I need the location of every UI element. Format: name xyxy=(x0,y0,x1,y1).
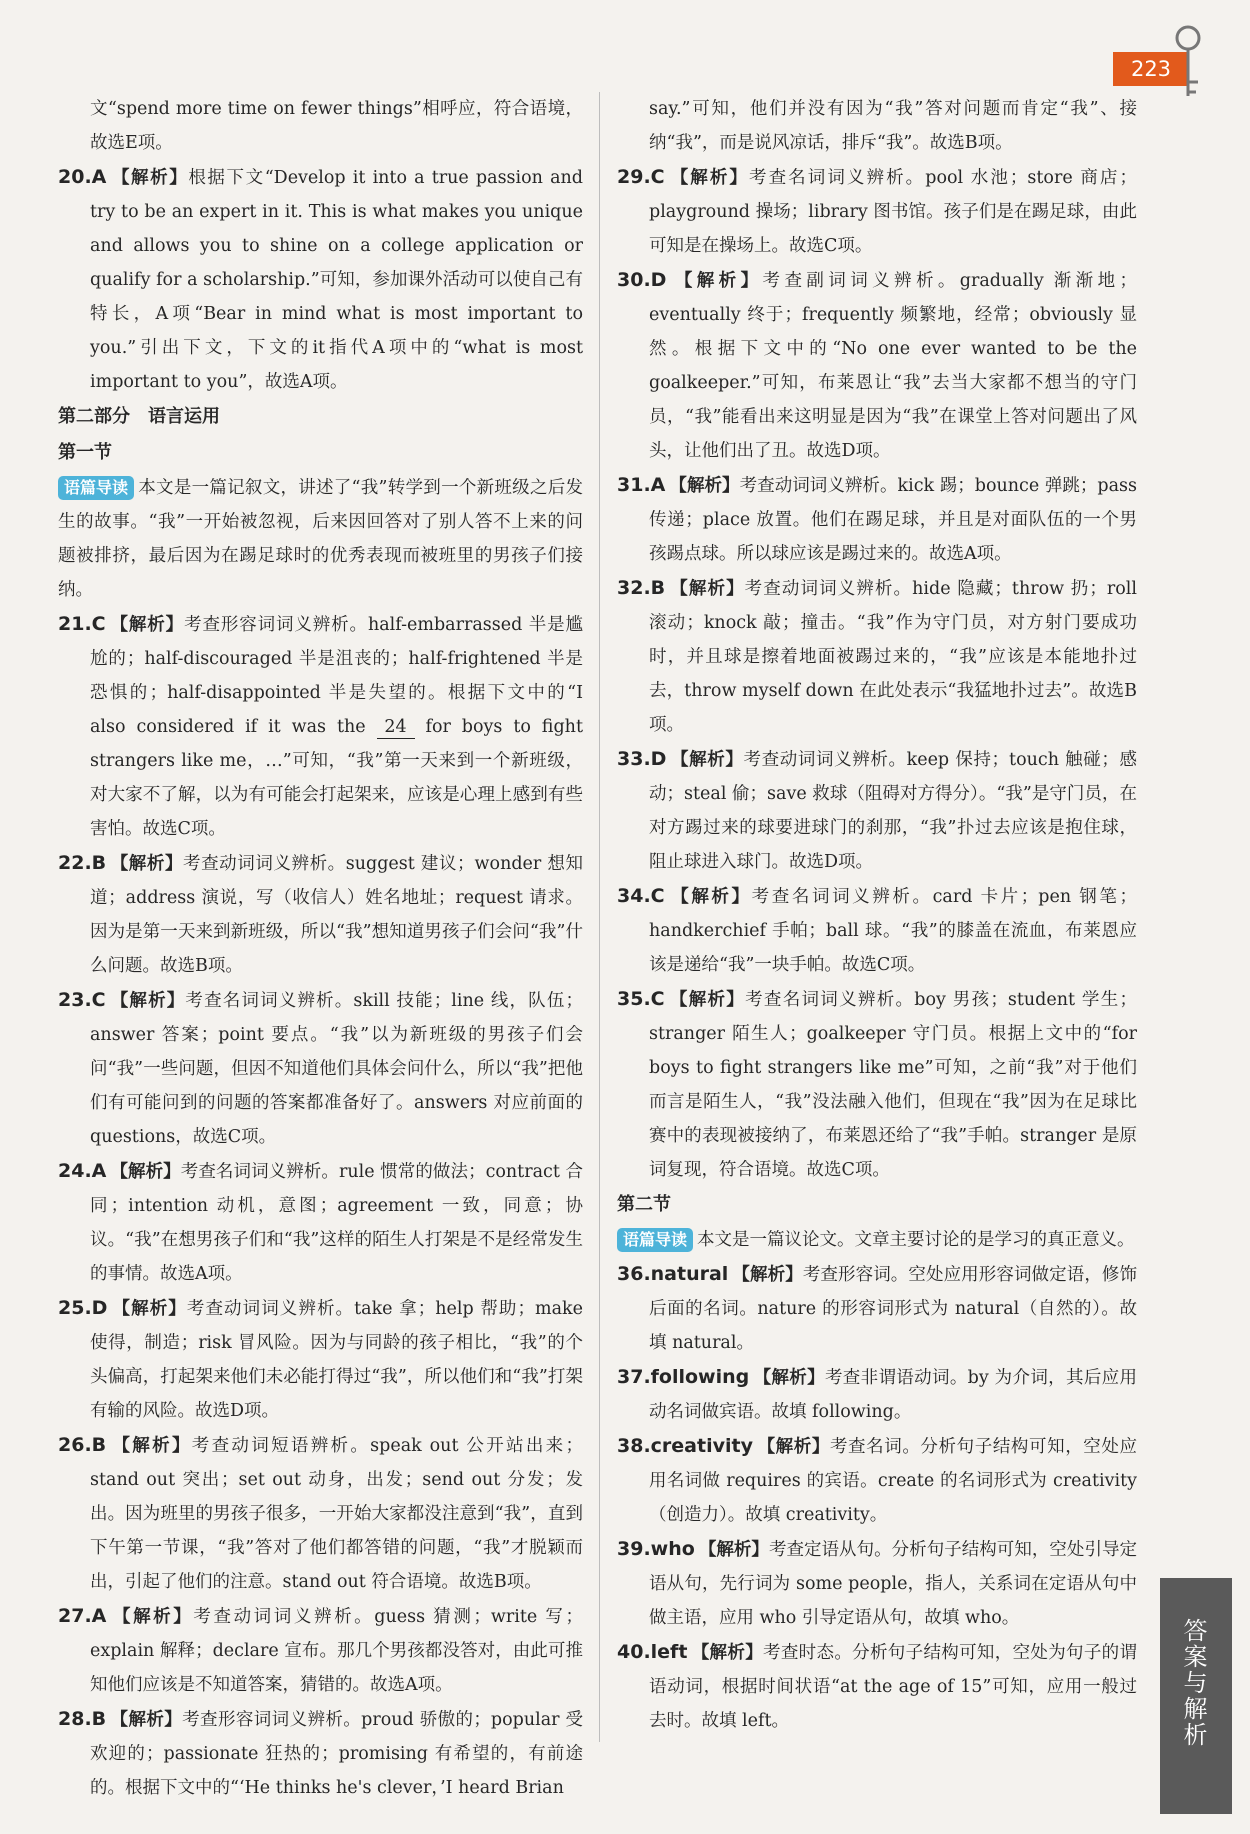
answer-item xyxy=(58,1428,583,1599)
answer-item xyxy=(58,1154,583,1291)
answer-item xyxy=(617,742,1137,879)
answer-item xyxy=(58,983,583,1154)
answer-number: 21.C xyxy=(58,613,106,635)
right-column xyxy=(617,92,1137,1738)
analysis-tag: 【解析】 xyxy=(110,168,189,188)
answer-list xyxy=(58,846,583,1805)
answer-list xyxy=(617,160,1137,1187)
analysis-tag: 【解析】 xyxy=(109,991,186,1011)
answer-text: 根据下文“Develop it into a true passion and try to be an expert in it. This is what makes you unique and allows you to shine on a college application or qualify for a scholarship.”可知，参加课外活动可以使自己有特长，A项“Bear in mind what is most important to you.”引出下文，下文的it指代A项中的“what is most important to you”，故选A项。 xyxy=(90,168,583,392)
answer-text: 考查动词词义辨析。take 拿；help 帮助；make 使得，制造；risk 冒风险。因为与同龄的孩子相比，“我”的个头偏高，打起架来他们未必能打得过“我”，所以他们和“我”打架有输的风险。故选D项。 xyxy=(90,1299,583,1421)
answer-number: 40.left xyxy=(617,1641,688,1663)
answer-text: 考查名词词义辨析。skill 技能；line 线，队伍；answer 答案；point 要点。“我”以为新班级的男孩子们会问“我”一些问题，但因不知道他们具体会问什么，所以“我”把他们有可能问到的问题的答案都准备好了。answers 对应前面的 questions，故选C项。 xyxy=(90,991,583,1147)
answer-number: 29.C xyxy=(617,166,665,188)
answer-number: 24.A xyxy=(58,1160,107,1182)
answer-text: 考查动词词义辨析。kick 踢；bounce 弹跳；pass 传递；place 放置。他们在踢足球，并且是对面队伍的一个男孩踢点球。所以球应该是踢过来的。故选A项。 xyxy=(649,476,1138,564)
answer-number: 33.D xyxy=(617,748,667,770)
answer-number: 34.C xyxy=(617,885,665,907)
column-divider xyxy=(599,92,600,1742)
analysis-tag: 【解析】 xyxy=(691,1643,764,1663)
part-title: 第二部分 语言运用 xyxy=(58,406,220,427)
answer-item xyxy=(617,263,1137,468)
answer-number: 28.B xyxy=(58,1708,107,1730)
analysis-tag: 【解析】 xyxy=(670,750,744,770)
answer-text: 考查时态。分析句子结构可知，空处为句子的谓语动词，根据时间状语“at the age of 15”可知，应用一般过去时。故填 left。 xyxy=(649,1643,1138,1731)
answer-item xyxy=(617,879,1137,982)
passage-intro xyxy=(58,471,583,607)
answer-text: 考查形容词。空处应用形容词做定语，修饰后面的名词。nature 的形容词形式为 natural（自然的）。故填 natural。 xyxy=(649,1265,1138,1353)
answer-text: 考查动词短语辨析。speak out 公开站出来；stand out 突出；set out 动身，出发；send out 分发；发出。因为班里的男孩子很多，一开始大家都没注意到“我”，直到下午第一节课，“我”答对了他们都答错的问题，“我”才脱颖而出，引起了他们的注意。stand out 符合语境。故选B项。 xyxy=(90,1436,583,1592)
answer-list xyxy=(58,160,583,399)
answer-text: 考查副词词义辨析。gradually 渐渐地；eventually 终于；frequently 频繁地，经常；obviously 显然。根据下文中的“No one ever wanted to be the goalkeeper.”可知，布莱恩让“我”去当大家都不想当的守门员，“我”能看出来这明显是因为“我”在课堂上答对问题出了风头，让他们出了丑。故选D项。 xyxy=(649,271,1137,461)
answer-item xyxy=(617,1532,1137,1635)
analysis-tag: 【解析】 xyxy=(669,476,740,496)
continued-text: say.”可知，他们并没有因为“我”答对问题而肯定“我”、接纳“我”，而是说风凉话，排斥“我”。故选B项。 xyxy=(649,99,1137,153)
answer-text: 考查名词词义辨析。card 卡片；pen 钢笔；handkerchief 手帕；ball 球。“我”的膝盖在流血，布莱恩应该是递给“我”一块手帕。故选C项。 xyxy=(649,887,1137,975)
answer-item xyxy=(617,1635,1137,1738)
answer-text: 考查非谓语动词。by 为介词，其后应用动名词做宾语。故填 following。 xyxy=(649,1368,1138,1422)
analysis-tag: 【解析】 xyxy=(668,990,746,1010)
answer-text: 考查动词词义辨析。guess 猜测；write 写；explain 解释；declare 宣布。那几个男孩都没答对，由此可推知他们应该是不知道答案，猜错的。故选A项。 xyxy=(90,1607,584,1695)
answer-item xyxy=(617,982,1137,1187)
answer-text: 考查形容词词义辨析。proud 骄傲的；popular 受欢迎的；passionate 狂热的；promising 有希望的，有前途的。根据下文中的“‘He thinks he's clever，’I heard Brian xyxy=(90,1710,583,1798)
answer-text: 考查动词词义辨析。keep 保持；touch 触碰；感动；steal 偷；save 救球（阻碍对方得分）。“我”是守门员，在对方踢过来的球要进球门的刹那，“我”扑过去应该是抱住球，阻止球进入球门。故选D项。 xyxy=(649,750,1138,872)
answer-number: 38.creativity xyxy=(617,1435,753,1457)
answer-item xyxy=(617,160,1137,263)
intro-badge: 语篇导读 xyxy=(617,1228,693,1252)
analysis-tag: 【解析】 xyxy=(732,1265,803,1285)
answer-item xyxy=(58,607,583,846)
answer-number: 20.A xyxy=(58,166,107,188)
answer-number: 37.following xyxy=(617,1366,750,1388)
answer-text: for boys to fight strangers like me，…”可知，“我”第一天来到一个新班级，对大家不了解，以为有可能会打起架来，应该是心理上感到有些害怕。故选C项。 xyxy=(90,717,583,839)
answer-number: 32.B xyxy=(617,577,666,599)
answer-number: 30.D xyxy=(617,269,667,291)
answer-item xyxy=(617,1360,1137,1429)
answer-number: 22.B xyxy=(58,852,107,874)
blank-number: 24 xyxy=(377,716,415,739)
answer-text: 考查名词词义辨析。pool 水池；store 商店；playground 操场；library 图书馆。孩子们是在踢足球，由此可知是在操场上。故选C项。 xyxy=(649,168,1137,256)
answer-item xyxy=(58,1702,583,1805)
answer-text: 考查动词词义辨析。hide 隐藏；throw 扔；roll 滚动；knock 敲；撞击。“我”作为守门员，对方射门要成功时，并且球是擦着地面被踢过来的，“我”应该是本能地扑过去，throw myself down 在此处表示“我猛地扑过去”。故选B项。 xyxy=(649,579,1137,735)
analysis-tag: 【解析】 xyxy=(669,579,745,599)
analysis-tag: 【解析】 xyxy=(110,1710,183,1730)
answer-number: 39.who xyxy=(617,1538,695,1560)
answer-number: 23.C xyxy=(58,989,106,1011)
intro-badge: 语篇导读 xyxy=(58,476,134,500)
answer-list xyxy=(617,1257,1137,1738)
answer-number: 26.B xyxy=(58,1434,107,1456)
analysis-tag: 【解析】 xyxy=(668,168,750,188)
analysis-tag: 【解析】 xyxy=(110,1436,192,1456)
answer-number: 36.natural xyxy=(617,1263,729,1285)
analysis-tag: 【解析】 xyxy=(668,887,752,907)
answer-text: 考查名词词义辨析。rule 惯常的做法；contract 合同；intention 动机，意图；agreement 一致，同意；协议。“我”在想男孩子们和“我”这样的陌生人打架是不是经常发生的事情。故选A项。 xyxy=(90,1162,583,1284)
section-title: 第二节 xyxy=(617,1194,671,1215)
answer-text: 考查形容词词义辨析。half-embarrassed 半是尴尬的；half-discouraged 半是沮丧的；half-frightened 半是恐惧的；half-disappointed 半是失望的。根据下文中的“I also considered if it was the xyxy=(90,615,584,737)
answer-item xyxy=(617,571,1137,742)
answer-item xyxy=(58,846,583,983)
analysis-tag: 【解析】 xyxy=(670,271,763,291)
answer-text: 考查名词。分析句子结构可知，空处应用名词做 requires 的宾语。create 的名词形式为 creativity（创造力）。故填 creativity。 xyxy=(649,1437,1137,1525)
answer-number: 25.D xyxy=(58,1297,108,1319)
passage-intro xyxy=(617,1223,1137,1257)
answer-text: 考查定语从句。分析句子结构可知，空处引导定语从句，先行词为 some people，指人，关系词在定语从句中做主语，应用 who 引导定语从句，故填 who。 xyxy=(649,1540,1137,1628)
analysis-tag: 【解析】 xyxy=(111,1299,187,1319)
answer-number: 35.C xyxy=(617,988,665,1010)
answer-item xyxy=(617,1257,1137,1360)
answer-item xyxy=(617,1429,1137,1532)
side-tab-label: 答案与解析 xyxy=(1179,1618,1207,1748)
side-tab xyxy=(1160,1578,1232,1814)
left-column xyxy=(58,92,583,1805)
section-title: 第一节 xyxy=(58,442,112,463)
analysis-tag: 【解析】 xyxy=(110,1607,194,1627)
analysis-tag: 【解析】 xyxy=(110,1162,181,1182)
answer-number: 31.A xyxy=(617,474,666,496)
answer-item xyxy=(617,468,1137,571)
intro-text: 本文是一篇议论文。文章主要讨论的是学习的真正意义。 xyxy=(697,1230,1135,1250)
analysis-tag: 【解析】 xyxy=(753,1368,825,1388)
continued-text: 文“spend more time on fewer things”相呼应，符合语境，故选E项。 xyxy=(90,99,583,153)
key-icon xyxy=(1168,24,1208,104)
answer-item xyxy=(58,1599,583,1702)
intro-text: 本文是一篇记叙文，讲述了“我”转学到一个新班级之后发生的故事。“我”一开始被忽视，后来因回答对了别人答不上来的问题被排挤，最后因为在踢足球时的优秀表现而被班里的男孩子们接纳。 xyxy=(58,478,583,600)
answer-text: 考查动词词义辨析。suggest 建议；wonder 想知道；address 演说，写（收信人）姓名地址；request 请求。因为是第一天来到新班级，所以“我”想知道男孩子们会问“我”什么问题。故选B项。 xyxy=(90,854,583,976)
page-number: 223 xyxy=(1113,52,1189,86)
analysis-tag: 【解析】 xyxy=(756,1437,830,1457)
analysis-tag: 【解析】 xyxy=(698,1540,769,1560)
answer-item xyxy=(58,160,583,399)
answer-text: 考查名词词义辨析。boy 男孩；student 学生；stranger 陌生人；goalkeeper 守门员。根据上文中的“for boys to fight strangers like me”可知，之前“我”对于他们而言是陌生人，“我”没法融入他们，但现在“我”因为在足球比赛中的表现被接纳了，布莱恩还给了“我”手帕。stranger 是原词复现，符合语境。故选C项。 xyxy=(649,990,1137,1180)
answer-item xyxy=(58,1291,583,1428)
analysis-tag: 【解析】 xyxy=(110,854,184,874)
analysis-tag: 【解析】 xyxy=(109,615,185,635)
answer-number: 27.A xyxy=(58,1605,107,1627)
